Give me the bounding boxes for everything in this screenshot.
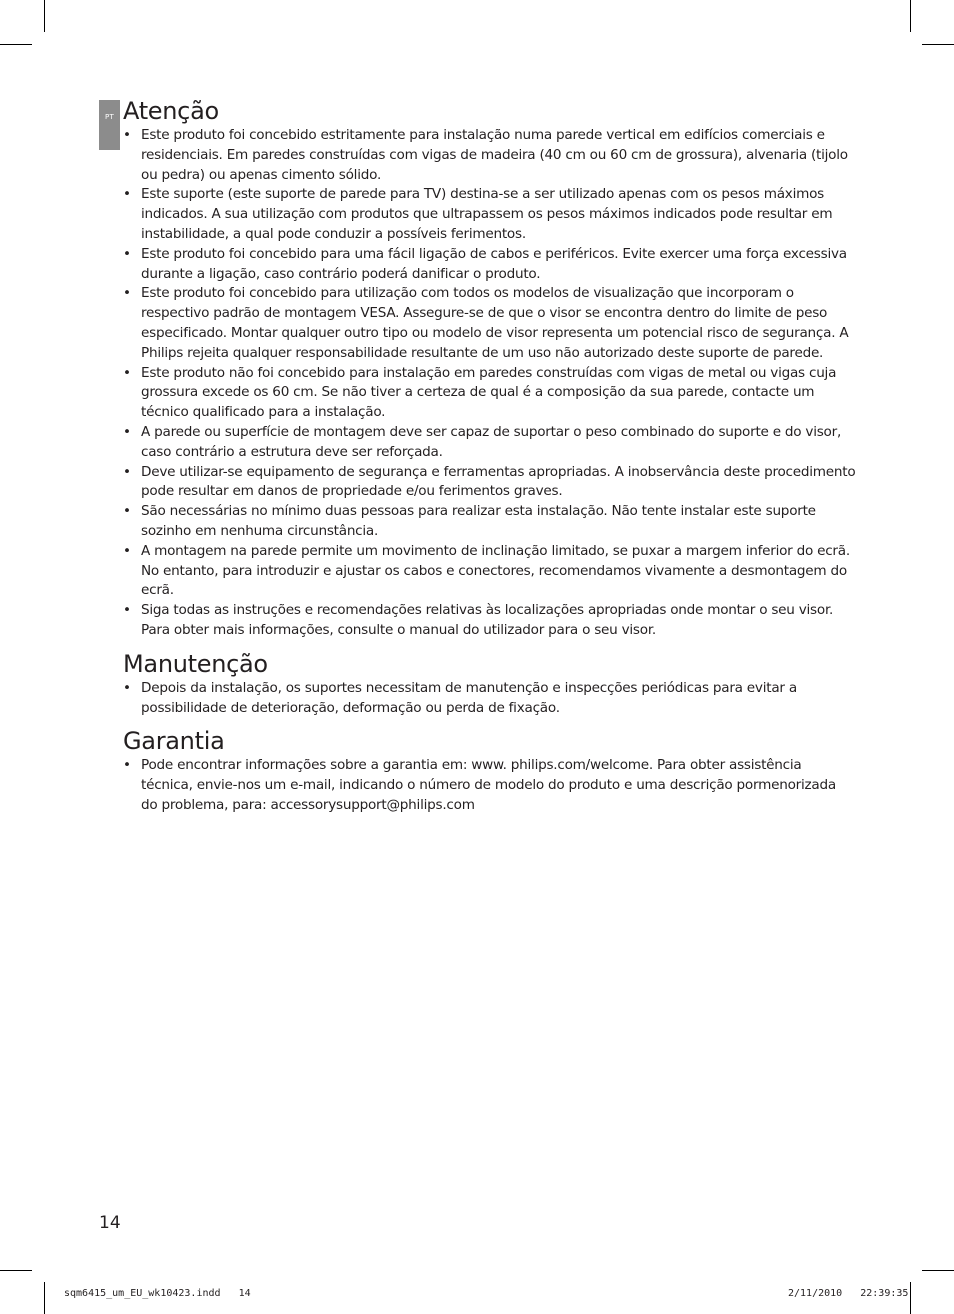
list-item	[123, 601, 856, 641]
bullet-list	[123, 679, 856, 719]
crop-mark	[922, 1270, 954, 1271]
list-item-text: São necessárias no mínimo duas pessoas para realizar esta instalação. Não tente instalar este suporte sozinho em nenhuma circunstância.	[141, 503, 816, 539]
list-item	[123, 245, 856, 285]
list-item-text: Este produto foi concebido estritamente para instalação numa parede vertical em edifícios comerciais e residenciais. Em paredes construídas com vigas de madeira (40 cm ou 60 cm de grossura), alvenaria (tijolo ou pedra) ou apenas cimento sólido.	[141, 127, 848, 183]
list-item	[123, 185, 856, 244]
bullet-icon: •	[123, 757, 131, 774]
list-item-text: Depois da instalação, os suportes necessitam de manutenção e inspecções periódicas para evitar a possibilidade de deterioração, deformação ou perda de fixação.	[141, 679, 797, 716]
bullet-icon: •	[123, 285, 131, 302]
bullet-icon: •	[123, 364, 131, 381]
list-item	[123, 542, 856, 601]
list-item-text: Pode encontrar informações sobre a garantia em: www. philips.com/welcome. Para obter assistência técnica, envie-nos um e-mail, indicando o número de modelo do produto e uma descrição pormenorizada do problema, para: accessorysupport@philips.com	[141, 757, 836, 813]
crop-mark	[0, 1270, 32, 1271]
list-item	[123, 364, 856, 423]
list-item-text: Siga todas as instruções e recomendações relativas às localizações apropriadas onde montar o seu visor. Para obter mais informações, consulte o manual do utilizador para o seu visor.	[141, 602, 834, 638]
crop-mark	[922, 44, 954, 45]
footer-filename: sqm6415_um_EU_wk10423.indd 14	[64, 1288, 251, 1299]
section-title: Garantia	[123, 727, 225, 756]
list-item	[123, 463, 856, 503]
bullet-icon: •	[123, 127, 131, 143]
list-item	[123, 423, 856, 463]
language-tab: PT	[99, 100, 120, 150]
bullet-icon: •	[123, 542, 131, 559]
list-item	[123, 126, 856, 185]
bullet-icon: •	[123, 503, 131, 520]
page-number: 14	[99, 1213, 121, 1233]
list-item-text: Este produto foi concebido para uma fácil ligação de cabos e periféricos. Evite exercer uma força excessiva durante a ligação, caso contrário poderá danificar o produto.	[141, 245, 847, 282]
crop-mark	[44, 1282, 45, 1314]
section-garantia	[123, 726, 856, 815]
bullet-icon: •	[123, 186, 131, 203]
bullet-icon: •	[123, 423, 131, 440]
section-manutencao	[123, 649, 856, 719]
crop-mark	[910, 0, 911, 32]
list-item	[123, 679, 856, 719]
section-title: Atenção	[123, 97, 219, 125]
bullet-icon: •	[123, 463, 131, 480]
footer-datetime: 2/11/2010 22:39:35	[788, 1288, 909, 1299]
list-item-text: Este produto foi concebido para utilização com todos os modelos de visualização que incorporam o respectivo padrão de montagem VESA. Assegure-se de que o visor se encontra dentro do limite de peso especificado. Montar qualquer outro tipo ou modelo de visor representa um potencial risco de segurança. A Philips rejeita qualquer responsabilidade resultante de um uso não autorizado deste suporte de parede.	[141, 285, 849, 361]
section-atencao	[123, 96, 856, 641]
bullet-icon: •	[123, 679, 131, 696]
bullet-icon: •	[123, 245, 131, 262]
crop-mark	[0, 44, 32, 45]
crop-mark	[910, 1282, 911, 1314]
list-item-text: A parede ou superfície de montagem deve ser capaz de suportar o peso combinado do suporte e do visor, caso contrário a estrutura deve ser reforçada.	[141, 423, 842, 460]
bullet-icon: •	[123, 602, 131, 619]
list-item-text: Este produto não foi concebido para instalação em paredes construídas com vigas de metal ou vigas cuja grossura excede os 60 cm. Se não tiver a certeza de qual é a composição da sua parede, contacte um técnico qualificado para a instalação.	[141, 364, 837, 421]
crop-mark	[44, 0, 45, 32]
list-item	[123, 756, 856, 815]
list-item	[123, 284, 856, 363]
bullet-list	[123, 126, 856, 641]
list-item-text: Deve utilizar-se equipamento de segurança e ferramentas apropriadas. A inobservância deste procedimento pode resultar em danos de propriedade e/ou ferimentos graves.	[141, 463, 856, 500]
list-item-text: A montagem na parede permite um movimento de inclinação limitado, se puxar a margem inferior do ecrã. No entanto, para introduzir e ajustar os cabos e conectores, recomendamos vivamente a desmontagem do ecrã.	[141, 542, 850, 599]
list-item-text: Este suporte (este suporte de parede para TV) destina-se a ser utilizado apenas com os pesos máximos indicados. A sua utilização com produtos que ultrapassem os pesos máximos indicados pode resultar em instabilidade, a qual pode conduzir a possíveis ferimentos.	[141, 186, 833, 242]
bullet-list	[123, 756, 856, 815]
section-title: Manutenção	[123, 649, 268, 678]
list-item	[123, 502, 856, 542]
page-content	[123, 96, 856, 816]
